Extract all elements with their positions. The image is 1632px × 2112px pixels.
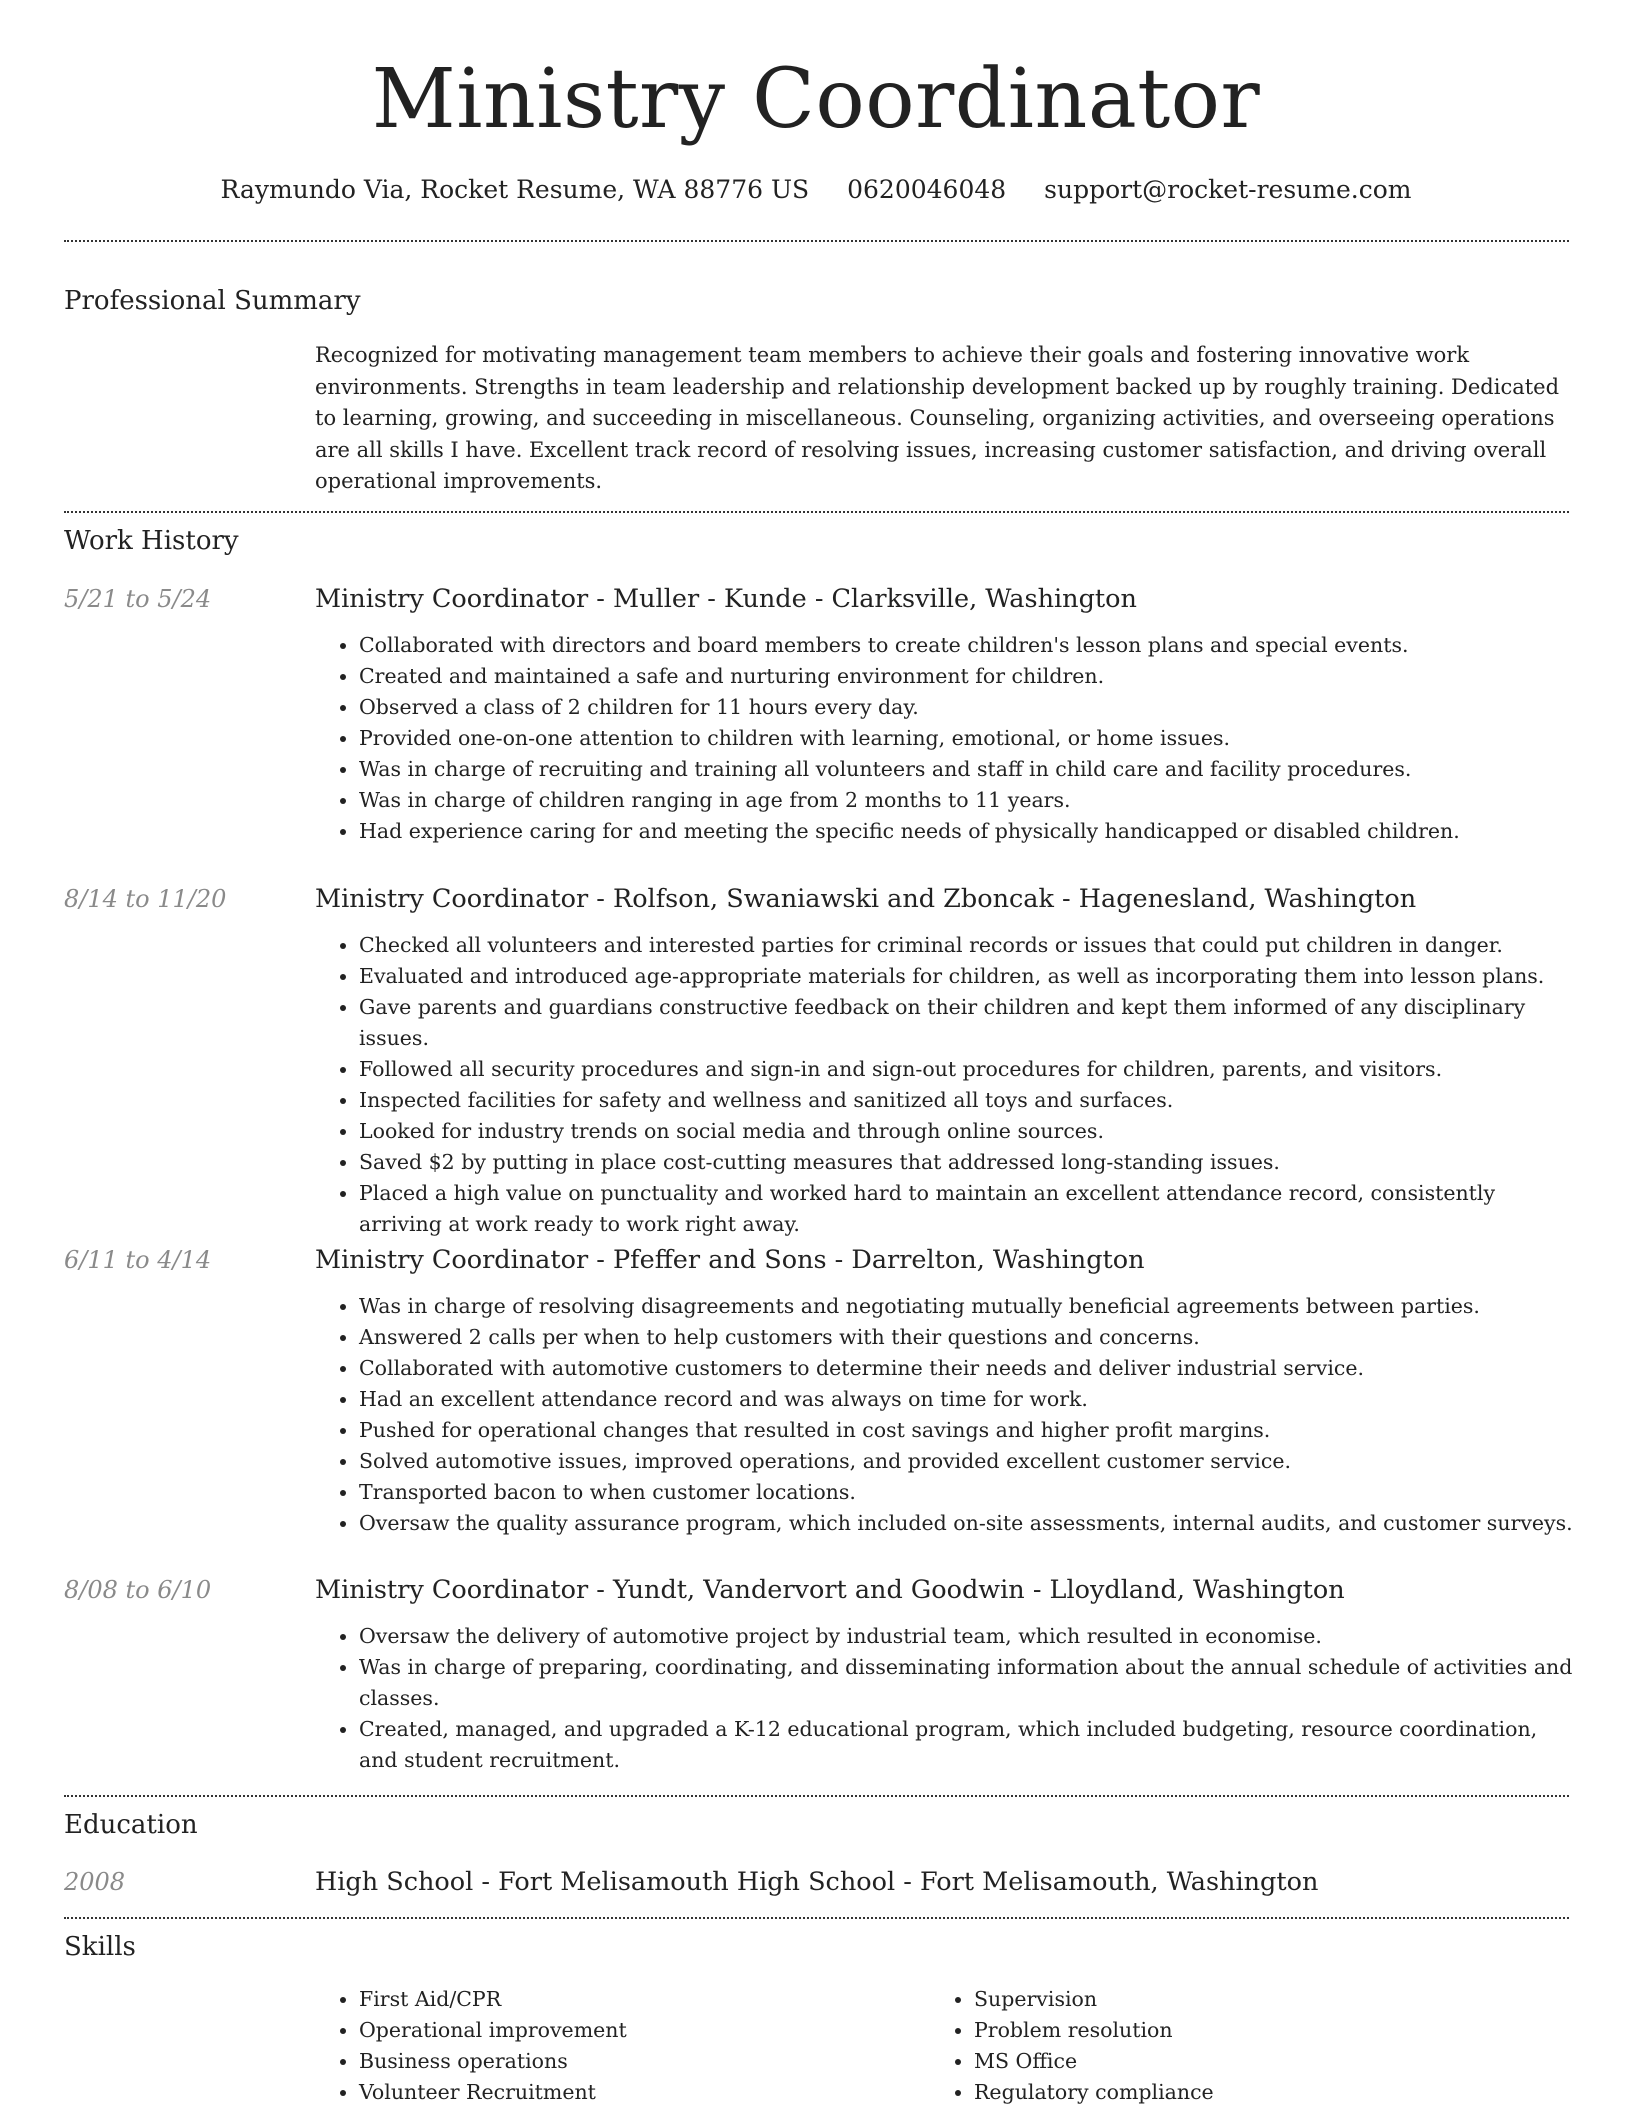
skills-heading: Skills	[64, 1932, 136, 1962]
list-item: • Inspected facilities for safety and wellness and sanitized all toys and surfaces.	[359, 1085, 1575, 1116]
list-item: • Checked all volunteers and interested parties for criminal records or issues that could put children in danger.	[359, 930, 1575, 961]
job-dates: 8/08 to 6/10	[64, 1576, 212, 1604]
list-item: • Business operations	[359, 2046, 919, 2077]
list-item: • Supervision	[974, 1984, 1534, 2015]
summary-text: Recognized for motivating management team members to achieve their goals and fostering innovative work environments. Strengths in team leadership and relationship development backed up by roughly training. Dedicated to learning, growing, and succeeding in miscellaneous. Counseling, organizing activities, and overseeing operations are all skills I have. Excellent track record of resolving issues, increasing customer satisfaction, and driving overall operational improvements.	[315, 343, 1560, 493]
list-item: • Saved $2 by putting in place cost-cutting measures that addressed long-standing issues.	[359, 1147, 1575, 1178]
list-item: • Oversaw the quality assurance program, which included on-site assessments, internal audits, and customer surveys.	[359, 1508, 1575, 1539]
education-year: 2008	[64, 1868, 126, 1896]
summary-heading: Professional Summary	[64, 286, 361, 316]
list-item: • Placed a high value on punctuality and worked hard to maintain an excellent attendance record, consistently arriving at work ready to work right away.	[359, 1178, 1575, 1240]
list-item: • Provided one-on-one attention to children with learning, emotional, or home issues.	[359, 723, 1575, 754]
list-item: • MS Office	[974, 2046, 1534, 2077]
contact-phone: 0620046048	[847, 175, 1007, 204]
list-item: • Evaluated and introduced age-appropriate materials for children, as well as incorporating them into lesson plans.	[359, 961, 1575, 992]
list-item: • Was in charge of children ranging in age from 2 months to 11 years.	[359, 785, 1575, 816]
list-item: • Answered 2 calls per when to help customers with their questions and concerns.	[359, 1322, 1575, 1353]
job-bullets	[315, 630, 1575, 847]
list-item: • Gave parents and guardians constructive feedback on their children and kept them informed of any disciplinary issues.	[359, 992, 1575, 1054]
job-bullets	[315, 1291, 1575, 1539]
list-item: • Created, managed, and upgraded a K-12 educational program, which included budgeting, resource coordination, and student recruitment.	[359, 1714, 1575, 1776]
job-bullets	[315, 930, 1575, 1240]
list-item: • Looked for industry trends on social media and through online sources.	[359, 1116, 1575, 1147]
skills-list-left	[315, 1984, 919, 2108]
job-title: Ministry Coordinator - Muller - Kunde - Clarksville, Washington	[315, 584, 1137, 614]
list-item: • Was in charge of preparing, coordinating, and disseminating information about the annual schedule of activities and classes.	[359, 1652, 1575, 1714]
job-title: Ministry Coordinator - Pfeffer and Sons - Darrelton, Washington	[315, 1245, 1145, 1275]
list-item: • Operational improvement	[359, 2015, 919, 2046]
education-heading: Education	[64, 1810, 198, 1840]
education-title: High School - Fort Melisamouth High School - Fort Melisamouth, Washington	[315, 1867, 1319, 1897]
list-item: • Collaborated with directors and board members to create children's lesson plans and special events.	[359, 630, 1575, 661]
list-item: • Pushed for operational changes that resulted in cost savings and higher profit margins.	[359, 1415, 1575, 1446]
divider	[64, 511, 1569, 513]
list-item: • Was in charge of recruiting and training all volunteers and staff in child care and facility procedures.	[359, 754, 1575, 785]
job-dates: 5/21 to 5/24	[64, 585, 212, 613]
divider	[64, 1795, 1569, 1797]
list-item: • Had experience caring for and meeting the specific needs of physically handicapped or disabled children.	[359, 816, 1575, 847]
list-item: • Had an excellent attendance record and was always on time for work.	[359, 1384, 1575, 1415]
divider	[64, 1917, 1569, 1919]
job-title: Ministry Coordinator - Yundt, Vandervort and Goodwin - Lloydland, Washington	[315, 1575, 1345, 1605]
list-item: • Collaborated with automotive customers to determine their needs and deliver industrial service.	[359, 1353, 1575, 1384]
divider	[64, 240, 1569, 242]
list-item: • Oversaw the delivery of automotive project by industrial team, which resulted in economise.	[359, 1621, 1575, 1652]
skills-list-right	[930, 1984, 1534, 2108]
contact-email[interactable]: support@rocket-resume.com	[1044, 175, 1412, 204]
contact-address: Raymundo Via, Rocket Resume, WA 88776 US	[220, 175, 810, 204]
job-bullets	[315, 1621, 1575, 1776]
list-item: • Followed all security procedures and sign-in and sign-out procedures for children, parents, and visitors.	[359, 1054, 1575, 1085]
job-dates: 8/14 to 11/20	[64, 885, 227, 913]
list-item: • First Aid/CPR	[359, 1984, 919, 2015]
list-item: • Problem resolution	[974, 2015, 1534, 2046]
list-item: • Volunteer Recruitment	[359, 2077, 919, 2108]
list-item: • Transported bacon to when customer locations.	[359, 1477, 1575, 1508]
list-item: • Created and maintained a safe and nurturing environment for children.	[359, 661, 1575, 692]
list-item: • Was in charge of resolving disagreements and negotiating mutually beneficial agreements between parties.	[359, 1291, 1575, 1322]
contact-line	[0, 170, 1632, 210]
list-item: • Regulatory compliance	[974, 2077, 1534, 2108]
job-dates: 6/11 to 4/14	[64, 1246, 212, 1274]
list-item: • Solved automotive issues, improved operations, and provided excellent customer service.	[359, 1446, 1575, 1477]
work-history-heading: Work History	[64, 526, 239, 556]
job-title: Ministry Coordinator - Rolfson, Swaniawski and Zboncak - Hagenesland, Washington	[315, 884, 1417, 914]
resume-title: Ministry Coordinator	[371, 52, 1261, 147]
list-item: • Observed a class of 2 children for 11 hours every day.	[359, 692, 1575, 723]
